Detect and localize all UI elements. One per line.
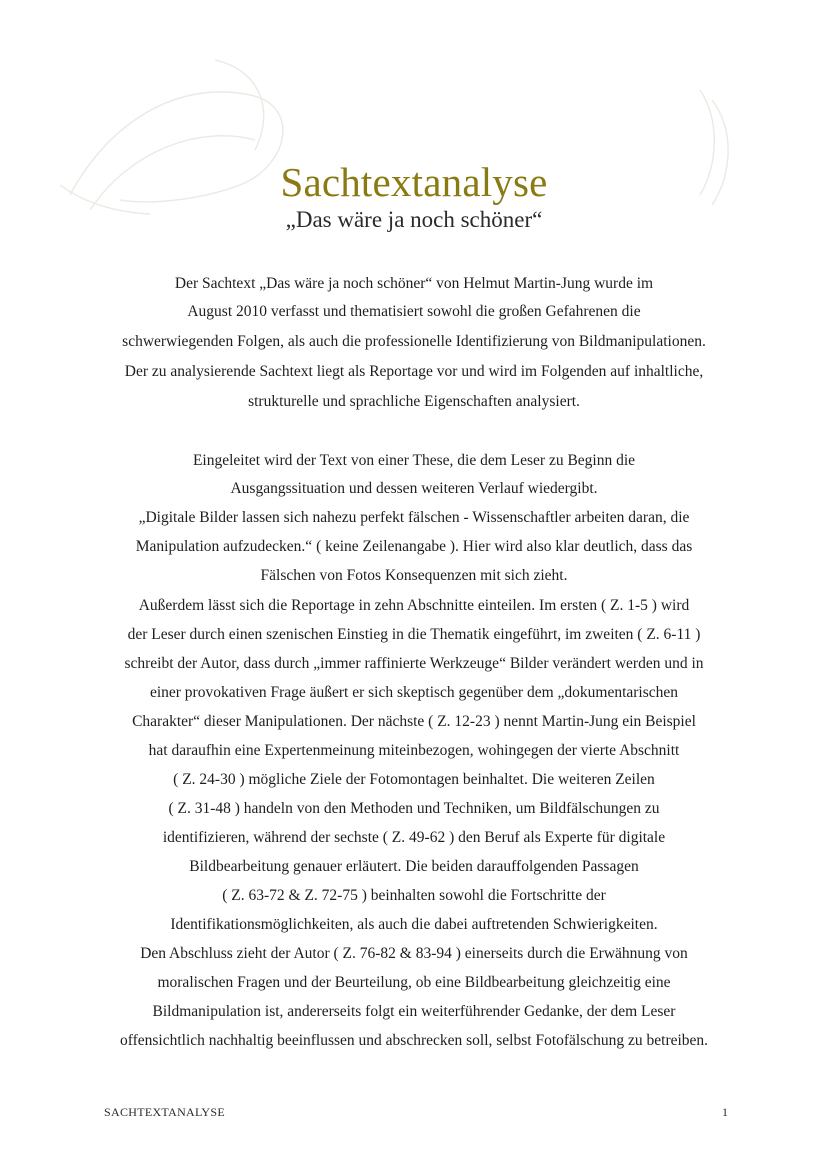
text-line: „Digitale Bilder lassen sich nahezu perfekt fälschen - Wissenschaftler arbeiten daran, die (138, 509, 690, 526)
text-line: Identifikationsmöglichkeiten, als auch die dabei auftretenden Schwierigkeiten. (170, 916, 658, 933)
text-line: Bildmanipulation ist, andererseits folgt ein weiterführender Gedanke, der dem Leser (152, 1003, 676, 1020)
text-line: Außerdem lässt sich die Reportage in zehn Abschnitte einteilen. Im ersten ( Z. 1-5 ) wird (138, 597, 690, 614)
text-line: Eingeleitet wird der Text von einer These, die dem Leser zu Beginn die (192, 452, 636, 469)
document-subtitle: „Das wäre ja noch schöner“ (285, 207, 543, 232)
text-line: hat daraufhin eine Expertenmeinung miteinbezogen, wohingegen der vierte Abschnitt (148, 742, 680, 759)
text-line: Bildbearbeitung genauer erläutert. Die beiden darauffolgenden Passagen (189, 858, 639, 875)
text-line: schreibt der Autor, dass durch „immer raffinierte Werkzeuge“ Bilder verändert werden und in (124, 655, 704, 672)
text-line: Ausgangssituation und dessen weiteren Verlauf wiedergibt. (230, 480, 598, 497)
text-line: moralischen Fragen und der Beurteilung, ob eine Bildbearbeitung gleichzeitig eine (157, 974, 671, 991)
text-line: Fälschen von Fotos Konsequenzen mit sich zieht. (260, 567, 568, 584)
text-line: Manipulation aufzudecken.“ ( keine Zeilenangabe ). Hier wird also klar deutlich, dass das (135, 538, 693, 555)
text-line: Der zu analysierende Sachtext liegt als Reportage vor und wird im Folgenden auf inhaltliche, (124, 363, 704, 380)
text-line: Den Abschluss zieht der Autor ( Z. 76-82 & 83-94 ) einerseits durch die Erwähnung von (140, 945, 688, 962)
footer-label: SACHTEXTANALYSE (104, 1105, 226, 1119)
text-line: identifizieren, während der sechste ( Z. 49-62 ) den Beruf als Experte für digitale (162, 829, 666, 846)
text-line: der Leser durch einen szenischen Einstieg in die Thematik eingeführt, im zweiten ( Z. 6-11 ) (127, 626, 701, 643)
text-line: schwerwiegenden Folgen, als auch die professionelle Identifizierung von Bildmanipulationen. (122, 333, 706, 350)
page-number: 1 (722, 1105, 728, 1119)
text-line: strukturelle und sprachliche Eigenschaften analysiert. (248, 393, 580, 410)
document-title: Sachtextanalyse (280, 159, 548, 205)
text-line: Der Sachtext „Das wäre ja noch schöner“ von Helmut Martin-Jung wurde im (174, 275, 654, 292)
text-line: ( Z. 24-30 ) mögliche Ziele der Fotomontagen beinhaltet. Die weiteren Zeilen (173, 771, 655, 788)
text-line: August 2010 verfasst und thematisiert sowohl die großen Gefahrenen die (187, 303, 641, 320)
text-line: offensichtlich nachhaltig beeinflussen und abschrecken soll, selbst Fotofälschung zu betreiben. (119, 1032, 709, 1049)
text-line: Charakter“ dieser Manipulationen. Der nächste ( Z. 12-23 ) nennt Martin-Jung ein Beispiel (132, 713, 696, 730)
text-line: ( Z. 63-72 & Z. 72-75 ) beinhalten sowohl die Fortschritte der (222, 887, 606, 904)
text-line: ( Z. 31-48 ) handeln von den Methoden und Techniken, um Bildfälschungen zu (168, 800, 660, 817)
text-line: einer provokativen Frage äußert er sich skeptisch gegenüber dem „dokumentarischen (149, 684, 679, 701)
